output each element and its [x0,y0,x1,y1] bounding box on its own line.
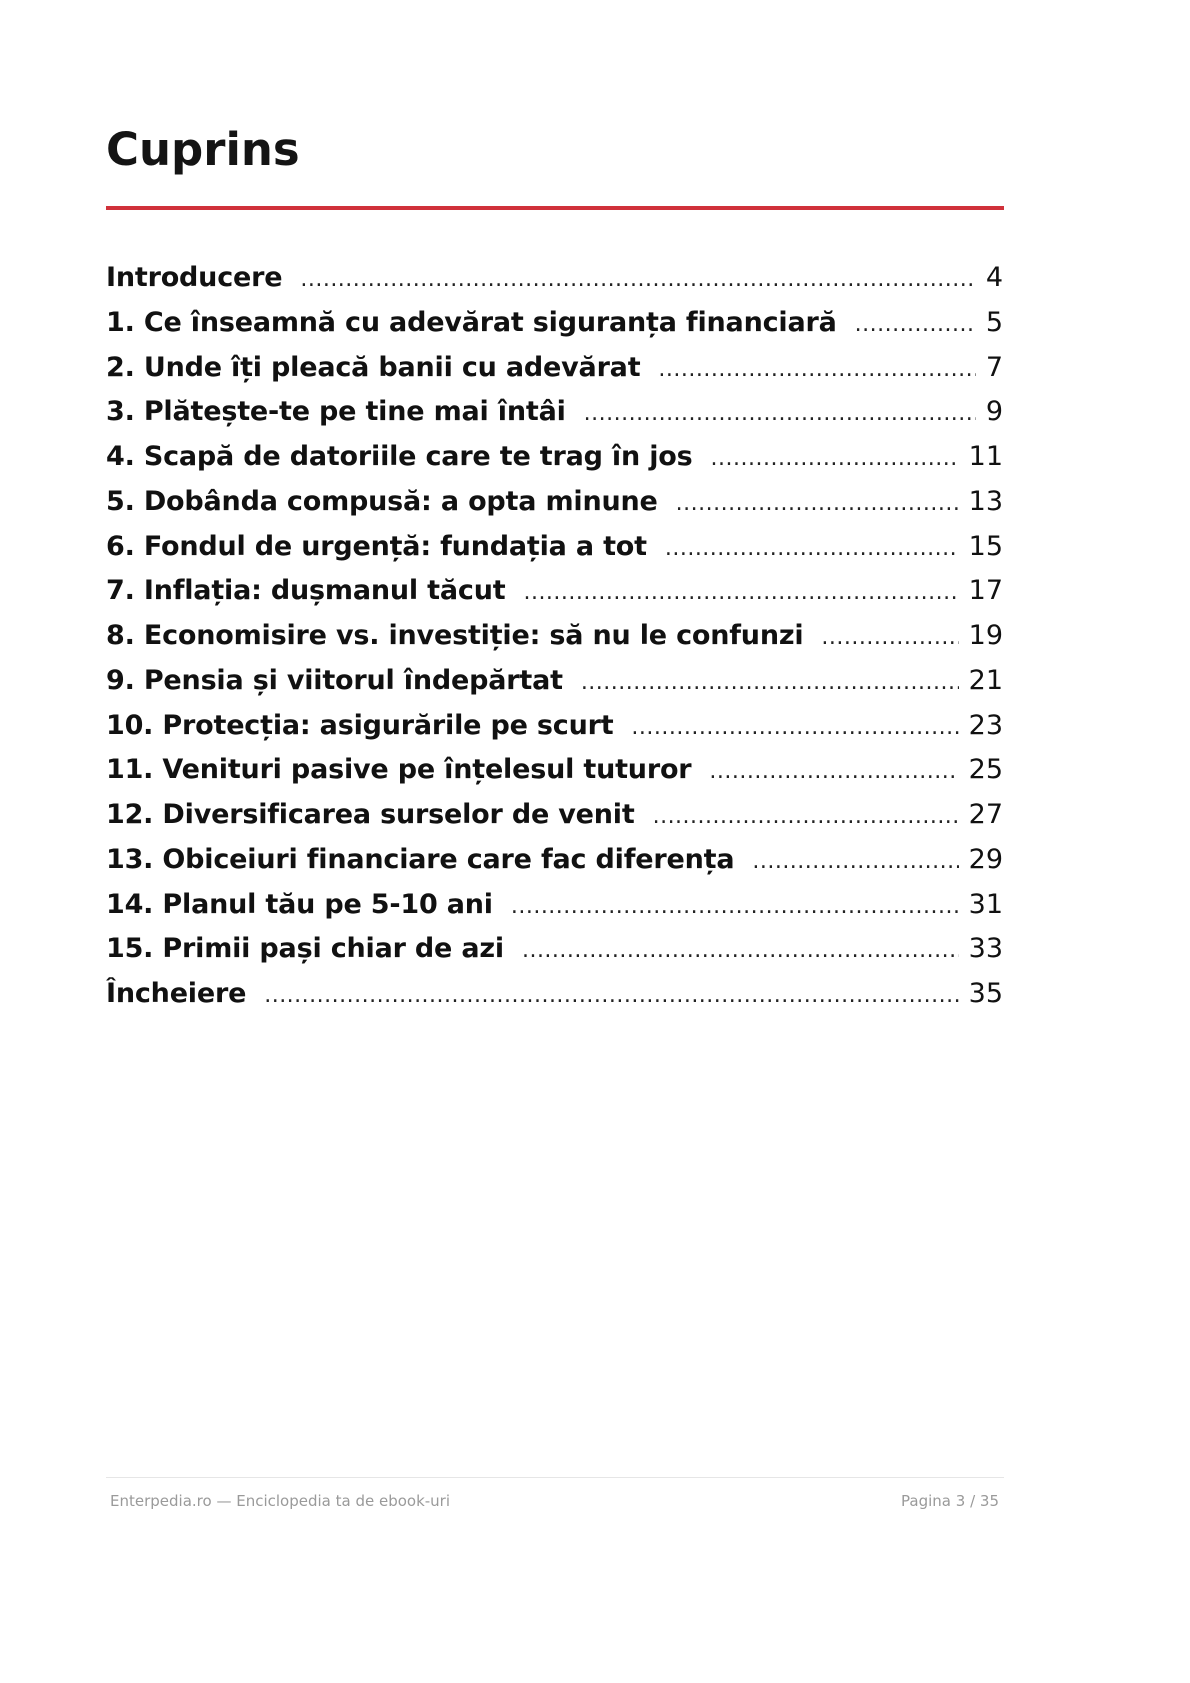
toc-entry-title: Încheiere [106,978,247,1009]
toc-entry-page-number: 13 [968,485,1003,517]
toc-dot-leader [653,795,959,838]
toc-entry-page-number: 7 [985,351,1003,383]
toc-entry-page-number: 5 [985,306,1003,338]
toc-dot-leader [584,392,976,435]
footer-page-number: Pagina 3 / 35 [901,1492,999,1510]
toc-entry[interactable] [106,435,1003,480]
toc-dot-leader [665,527,959,570]
toc-entry-title: 6. Fondul de urgență: fundația a tot [106,530,647,562]
footer-divider [106,1477,1004,1478]
toc-dot-leader [752,840,958,883]
toc-entry[interactable] [106,838,1003,883]
toc-dot-leader [264,974,958,1017]
toc-dot-leader [658,348,975,391]
toc-dot-leader [522,929,959,972]
toc-entry-title: 13. Obiceiuri financiare care fac diferența [106,843,735,875]
toc-entry-title: 12. Diversificarea surselor de venit [106,799,635,830]
toc-entry[interactable] [106,927,1003,972]
toc-entry-title: 5. Dobânda compusă: a opta minune [106,485,658,517]
toc-entry-title: 14. Planul tău pe 5-10 ani [106,888,493,920]
toc-entry[interactable] [106,480,1003,525]
toc-entry-title: 9. Pensia și viitorul îndepărtat [106,664,563,696]
table-of-contents [106,256,1003,1017]
toc-entry-title: Introducere [106,262,283,293]
toc-dot-leader [855,303,976,346]
toc-entry[interactable] [106,525,1003,570]
toc-dot-leader [511,885,959,928]
toc-entry[interactable] [106,256,1003,301]
toc-entry-page-number: 23 [968,709,1003,741]
toc-entry-title: 2. Unde îți pleacă banii cu adevărat [106,351,641,383]
title-divider [106,206,1004,210]
toc-entry[interactable] [106,346,1003,391]
toc-dot-leader [523,571,958,614]
toc-entry-page-number: 33 [968,933,1003,965]
toc-entry-page-number: 9 [985,396,1003,428]
toc-entry[interactable] [106,301,1003,346]
page-title: Cuprins [106,123,300,176]
toc-entry-page-number: 17 [968,575,1003,607]
toc-dot-leader [631,706,958,749]
toc-entry-title: 11. Venituri pasive pe înțelesul tuturor [106,754,692,786]
toc-entry-page-number: 29 [968,843,1003,875]
toc-entry-page-number: 4 [985,262,1003,293]
toc-entry[interactable] [106,793,1003,838]
toc-entry-page-number: 19 [968,620,1003,651]
toc-entry[interactable] [106,569,1003,614]
toc-entry-page-number: 21 [968,664,1003,696]
toc-dot-leader [300,258,975,301]
toc-entry-title: 8. Economisire vs. investiție: să nu le confunzi [106,620,804,651]
toc-entry-title: 10. Protecția: asigurările pe scurt [106,709,614,741]
toc-entry-page-number: 15 [968,530,1003,562]
toc-entry[interactable] [106,748,1003,793]
toc-dot-leader [709,750,958,793]
toc-entry-page-number: 25 [968,754,1003,786]
toc-entry-title: 7. Inflația: dușmanul tăcut [106,575,506,607]
toc-dot-leader [821,616,958,659]
toc-entry-title: 4. Scapă de datoriile care te trag în jos [106,441,693,472]
toc-entry-page-number: 11 [968,441,1003,472]
toc-dot-leader [676,482,959,525]
toc-entry[interactable] [106,614,1003,659]
toc-entry[interactable] [106,972,1003,1017]
toc-dot-leader [711,437,959,480]
toc-entry-title: 3. Plătește-te pe tine mai întâi [106,396,566,428]
toc-entry-page-number: 27 [968,799,1003,830]
toc-entry[interactable] [106,390,1003,435]
toc-entry-page-number: 31 [968,888,1003,920]
toc-entry[interactable] [106,659,1003,704]
toc-dot-leader [581,661,959,704]
toc-entry[interactable] [106,883,1003,928]
toc-entry-title: 1. Ce înseamnă cu adevărat siguranța financiară [106,306,837,338]
toc-entry[interactable] [106,704,1003,749]
toc-entry-title: 15. Primii pași chiar de azi [106,933,504,965]
toc-entry-page-number: 35 [968,978,1003,1009]
footer-site-credit: Enterpedia.ro — Enciclopedia ta de ebook-uri [110,1492,451,1510]
